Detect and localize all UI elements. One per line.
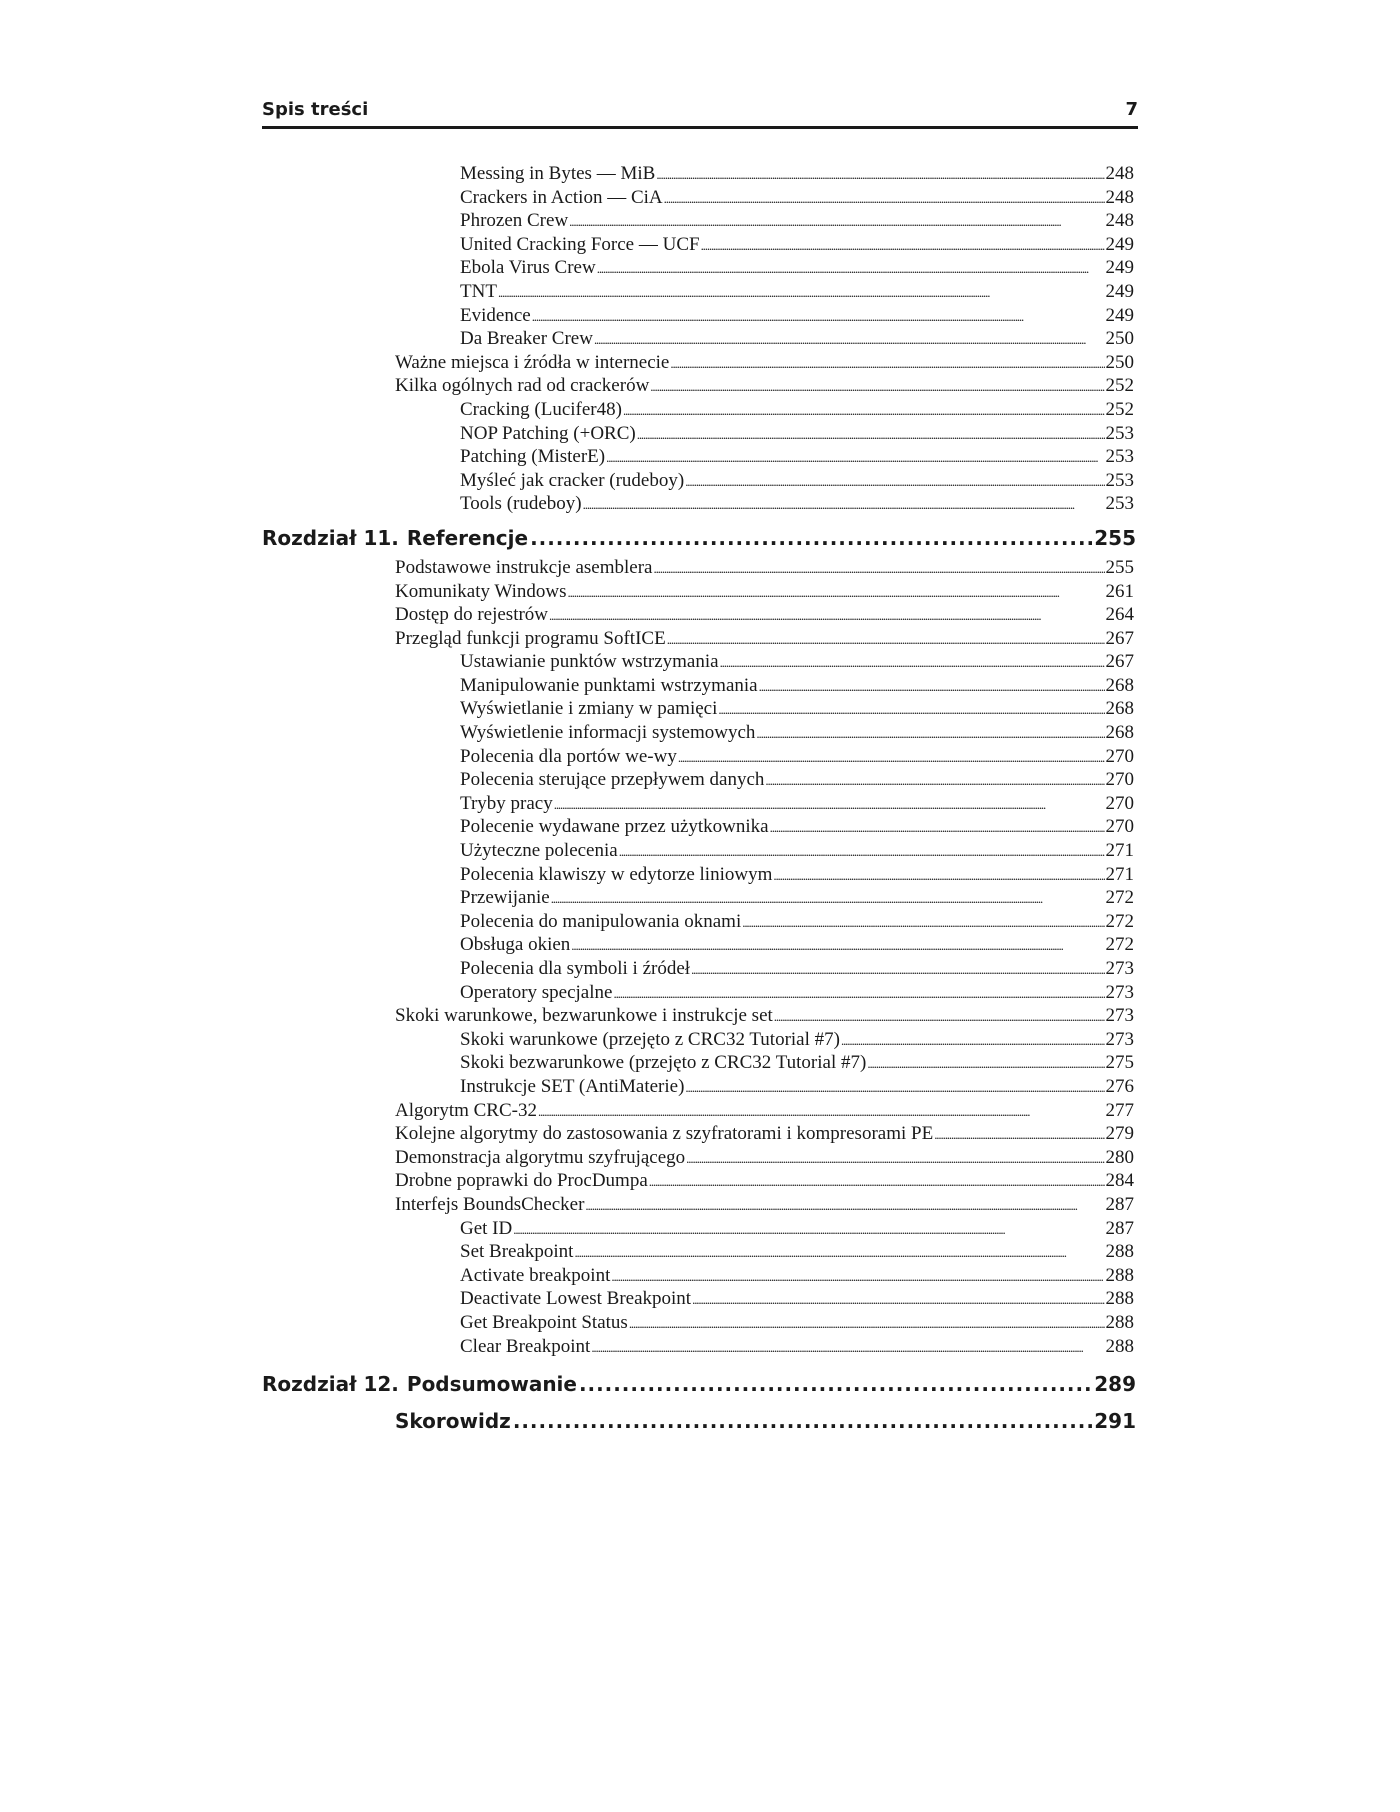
dot-leader (765, 768, 1104, 793)
toc-entry-page: 270 (1105, 745, 1134, 767)
toc-entry[interactable] (460, 492, 1138, 516)
dot-leader (759, 674, 1105, 699)
toc-entry-page: 288 (1105, 1241, 1134, 1263)
toc-entry-label: Messing in Bytes — MiB (460, 163, 656, 184)
toc-entry-page: 253 (1105, 422, 1134, 444)
dot-leader (574, 1240, 1104, 1265)
toc-entry-page: 287 (1105, 1193, 1134, 1215)
dot-leader (773, 863, 1104, 888)
table-of-contents (262, 162, 1138, 1440)
toc-entry-label: Instrukcje SET (AntiMaterie) (460, 1075, 685, 1097)
dot-leader (720, 650, 1105, 675)
toc-entry-page: 288 (1105, 1311, 1134, 1333)
toc-entry[interactable] (460, 697, 1138, 721)
toc-entry[interactable] (460, 863, 1138, 887)
dot-leader (585, 1193, 1104, 1218)
dot-leader (513, 1217, 1104, 1242)
dot-leader (656, 162, 1104, 187)
dot-leader (934, 1122, 1104, 1147)
chapter-number: Rozdział 11. (262, 525, 399, 550)
toc-entry-label: Tools (rudeboy) (460, 493, 582, 515)
toc-entry-label: Komunikaty Windows (395, 580, 567, 602)
toc-entry-label: Dostęp do rejestrów (395, 604, 549, 626)
toc-entry-page: 271 (1105, 863, 1134, 885)
dot-leader (650, 374, 1104, 399)
toc-entry-page: 249 (1105, 304, 1134, 326)
dot-leader (629, 1311, 1105, 1336)
toc-entry-page: 261 (1105, 580, 1134, 602)
dot-leader (594, 327, 1105, 352)
toc-entry-label: Myśleć jak cracker (rudeboy) (460, 469, 685, 491)
dot-leader (649, 1169, 1105, 1194)
toc-entry-page: 270 (1105, 816, 1134, 838)
running-header (262, 96, 1138, 129)
toc-entry-page: 255 (1105, 556, 1134, 578)
toc-entry[interactable] (460, 398, 1138, 422)
dot-leader (551, 886, 1105, 911)
toc-entry-label: Ustawianie punktów wstrzymania (460, 651, 719, 673)
toc-entry-label: TNT (460, 280, 497, 302)
toc-entry-label: Manipulowanie punktami wstrzymania (460, 674, 758, 696)
toc-entry-label: Polecenia do manipulowania oknami (460, 910, 742, 932)
toc-entry-label: Użyteczne polecenia (460, 840, 618, 862)
toc-entry[interactable] (395, 1122, 1138, 1146)
toc-entry-page: 288 (1105, 1264, 1134, 1286)
toc-entry[interactable] (395, 1146, 1138, 1170)
dot-leader (532, 304, 1105, 329)
toc-entry-label: Kolejne algorytmy do zastosowania z szyfratorami i kompresorami PE (395, 1123, 934, 1145)
toc-chapter-11[interactable] (262, 520, 1138, 556)
toc-entry-label: Activate breakpoint (460, 1264, 611, 1286)
toc-entry-label: Skoki bezwarunkowe (przejęto z CRC32 Tutorial #7) (460, 1052, 867, 1074)
dot-leader (606, 445, 1104, 470)
chapter-title: Podsumowanie (406, 1372, 577, 1397)
toc-entry-label: Patching (MisterE) (460, 446, 606, 468)
toc-entry-label: Get Breakpoint Status (460, 1311, 628, 1333)
dot-leader (841, 1028, 1105, 1053)
toc-entry[interactable] (460, 1287, 1138, 1311)
toc-entry-label: Przewijanie (460, 887, 550, 909)
toc-entry-label: Cracking (Lucifer48) (460, 398, 622, 420)
toc-entry[interactable] (460, 209, 1138, 233)
toc-entry-page: 273 (1105, 981, 1134, 1003)
toc-entry-page: 248 (1105, 210, 1134, 232)
toc-entry-label: Polecenie wydawane przez użytkownika (460, 816, 769, 838)
toc-entry-page: 267 (1105, 627, 1134, 649)
toc-entry-label: Drobne poprawki do ProcDumpa (395, 1170, 648, 1192)
toc-entry-label: Polecenia dla portów we-wy (460, 745, 677, 767)
toc-entry[interactable] (460, 674, 1138, 698)
toc-entry[interactable] (460, 327, 1138, 351)
toc-entry[interactable] (460, 768, 1138, 792)
dot-leader (691, 957, 1104, 982)
toc-entry-label: Wyświetlenie informacji systemowych (460, 722, 756, 744)
toc-entry-page: 276 (1105, 1075, 1134, 1097)
toc-entry-page: 249 (1105, 257, 1134, 279)
toc-entry[interactable] (460, 792, 1138, 816)
toc-entry[interactable] (460, 445, 1138, 469)
toc-entry-page: 273 (1105, 1005, 1134, 1027)
toc-entry-label: Get ID (460, 1217, 513, 1239)
toc-entry-page: 280 (1105, 1146, 1134, 1168)
toc-entry-page: 250 (1105, 328, 1134, 350)
dot-leader (701, 233, 1105, 258)
dot-leader (718, 697, 1104, 722)
toc-entry-page: 287 (1105, 1217, 1134, 1239)
index-title: Skorowidz (395, 1409, 511, 1434)
toc-entry-page: 268 (1105, 674, 1134, 696)
header-page-number: 7 (1125, 99, 1138, 120)
toc-entry[interactable] (395, 603, 1138, 627)
dot-leader (653, 556, 1104, 581)
toc-entry-label: Polecenia klawiszy w edytorze liniowym (460, 863, 773, 885)
dot-leader (498, 280, 1105, 305)
chapter-number: Rozdział 12. (262, 1372, 399, 1397)
toc-entry[interactable] (460, 422, 1138, 446)
toc-entry-label: Ebola Virus Crew (460, 257, 596, 279)
toc-entry-label: Deactivate Lowest Breakpoint (460, 1288, 692, 1310)
dot-leader (692, 1287, 1104, 1312)
dot-leader (664, 186, 1105, 211)
toc-entry-label: Obsługa okien (460, 934, 571, 956)
dot-leader (637, 422, 1105, 447)
dot-leader (597, 256, 1105, 281)
toc-entry-page: 252 (1105, 375, 1134, 397)
toc-entry-page: 279 (1105, 1123, 1134, 1145)
toc-entry-label: Phrozen Crew (460, 210, 569, 232)
toc-entry[interactable] (395, 351, 1138, 375)
toc-entry-label: Evidence (460, 304, 531, 326)
chapter-title: Referencje (406, 525, 529, 550)
toc-entry-label: Interfejs BoundsChecker (395, 1193, 585, 1215)
toc-entry[interactable] (460, 256, 1138, 280)
toc-entry[interactable] (395, 1169, 1138, 1193)
toc-entry[interactable] (460, 1051, 1138, 1075)
toc-entry[interactable] (460, 304, 1138, 328)
toc-section-continued (262, 162, 1138, 516)
toc-entry[interactable] (460, 815, 1138, 839)
toc-entry[interactable] (460, 1217, 1138, 1241)
toc-entry[interactable] (395, 580, 1138, 604)
toc-entry-label: Przegląd funkcji programu SoftICE (395, 627, 666, 649)
toc-entry-page: 270 (1105, 769, 1134, 791)
dot-leader (579, 1366, 1092, 1402)
toc-entry-label: Algorytm CRC-32 (395, 1099, 537, 1121)
dot-leader (623, 398, 1105, 423)
toc-entry-page: 249 (1105, 233, 1134, 255)
toc-entry-page: 270 (1105, 792, 1134, 814)
dot-leader (613, 981, 1104, 1006)
chapter-page: 289 (1094, 1372, 1136, 1397)
toc-entry-page: 248 (1105, 186, 1134, 208)
toc-entry[interactable] (460, 1335, 1138, 1359)
toc-entry-label: United Cracking Force — UCF (460, 233, 700, 255)
toc-entry[interactable] (460, 886, 1138, 910)
toc-entry-label: Podstawowe instrukcje asemblera (395, 556, 653, 578)
dot-leader (686, 1146, 1104, 1171)
toc-entry-label: Demonstracja algorytmu szyfrującego (395, 1146, 686, 1168)
toc-entry[interactable] (460, 910, 1138, 934)
toc-entry[interactable] (460, 721, 1138, 745)
toc-entry[interactable] (395, 627, 1138, 651)
toc-entry-label: NOP Patching (+ORC) (460, 422, 636, 444)
toc-entry[interactable] (460, 162, 1138, 186)
toc-entry[interactable] (460, 650, 1138, 674)
toc-entry-label: Ważne miejsca i źródła w internecie (395, 351, 670, 373)
dot-leader (756, 721, 1104, 746)
toc-entry-page: 284 (1105, 1170, 1134, 1192)
toc-chapter-12[interactable] (262, 1366, 1138, 1402)
dot-leader (583, 492, 1105, 517)
toc-entry-label: Da Breaker Crew (460, 328, 593, 350)
toc-entry[interactable] (460, 981, 1138, 1005)
toc-entry-label: Kilka ogólnych rad od crackerów (395, 375, 650, 397)
toc-entry[interactable] (460, 1264, 1138, 1288)
toc-entry-page: 253 (1105, 493, 1134, 515)
toc-entry-page: 272 (1105, 934, 1134, 956)
toc-entry[interactable] (460, 1240, 1138, 1264)
toc-entry-page: 264 (1105, 604, 1134, 626)
toc-entry-page: 271 (1105, 840, 1134, 862)
toc-entry-label: Polecenia sterujące przepływem danych (460, 769, 765, 791)
toc-entry-label: Skoki warunkowe (przejęto z CRC32 Tutorial #7) (460, 1028, 840, 1050)
dot-leader (685, 469, 1104, 494)
header-title: Spis treści (262, 99, 369, 120)
toc-entry-page: 252 (1105, 398, 1134, 420)
dot-leader (670, 351, 1104, 376)
toc-entry-label: Operatory specjalne (460, 981, 613, 1003)
dot-leader (619, 839, 1105, 864)
toc-entry[interactable] (395, 1193, 1138, 1217)
toc-entry-label: Wyświetlanie i zmiany w pamięci (460, 698, 718, 720)
toc-entry[interactable] (460, 839, 1138, 863)
dot-leader (667, 627, 1105, 652)
toc-index[interactable] (395, 1402, 1138, 1440)
toc-entry[interactable] (395, 556, 1138, 580)
chapter-page: 255 (1094, 525, 1136, 550)
toc-entry[interactable] (460, 280, 1138, 304)
toc-entry[interactable] (460, 1311, 1138, 1335)
dot-leader (611, 1264, 1104, 1289)
toc-entry-page: 248 (1105, 163, 1134, 184)
toc-entry-page: 253 (1105, 469, 1134, 491)
toc-entry-label: Crackers in Action — CiA (460, 186, 663, 208)
toc-entry[interactable] (460, 745, 1138, 769)
toc-entry-page: 253 (1105, 446, 1134, 468)
toc-entry-page: 250 (1105, 351, 1134, 373)
dot-leader (567, 580, 1104, 605)
dot-leader (549, 603, 1104, 628)
toc-entry-label: Tryby pracy (460, 792, 553, 814)
toc-entry-page: 275 (1105, 1052, 1134, 1074)
toc-section-chapter-11 (262, 556, 1138, 1358)
dot-leader (591, 1335, 1104, 1360)
dot-leader (867, 1051, 1104, 1076)
toc-entry[interactable] (460, 469, 1138, 493)
toc-entry[interactable] (460, 957, 1138, 981)
toc-entry-page: 267 (1105, 651, 1134, 673)
toc-entry[interactable] (460, 1075, 1138, 1099)
dot-leader (571, 933, 1104, 958)
toc-entry-page: 277 (1105, 1099, 1134, 1121)
dot-leader (530, 520, 1092, 556)
toc-entry[interactable] (460, 233, 1138, 257)
dot-leader (774, 1004, 1105, 1029)
dot-leader (678, 745, 1105, 770)
toc-entry[interactable] (460, 933, 1138, 957)
toc-entry[interactable] (460, 1028, 1138, 1052)
toc-entry-label: Polecenia dla symboli i źródeł (460, 958, 691, 979)
dot-leader (554, 792, 1105, 817)
toc-entry-page: 272 (1105, 887, 1134, 909)
dot-leader (742, 910, 1104, 935)
dot-leader (513, 1402, 1092, 1440)
toc-entry-page: 268 (1105, 698, 1134, 720)
toc-entry-page: 288 (1105, 1288, 1134, 1310)
toc-entry-label: Skoki warunkowe, bezwarunkowe i instrukcje set (395, 1005, 773, 1027)
toc-entry[interactable] (395, 374, 1138, 398)
toc-entry-page: 249 (1105, 280, 1134, 302)
index-page: 291 (1094, 1409, 1136, 1434)
toc-entry[interactable] (460, 186, 1138, 210)
toc-entry-page: 288 (1105, 1335, 1134, 1357)
toc-entry-label: Set Breakpoint (460, 1241, 574, 1263)
toc-entry-label: Clear Breakpoint (460, 1335, 591, 1357)
dot-leader (685, 1075, 1104, 1100)
toc-entry-page: 273 (1105, 1028, 1134, 1050)
toc-entry-page: 268 (1105, 722, 1134, 744)
dot-leader (538, 1099, 1105, 1124)
toc-entry-page: 273 (1105, 958, 1134, 979)
dot-leader (770, 815, 1105, 840)
dot-leader (569, 209, 1104, 234)
toc-entry[interactable] (395, 1004, 1138, 1028)
toc-entry[interactable] (395, 1099, 1138, 1123)
toc-entry-page: 272 (1105, 910, 1134, 932)
